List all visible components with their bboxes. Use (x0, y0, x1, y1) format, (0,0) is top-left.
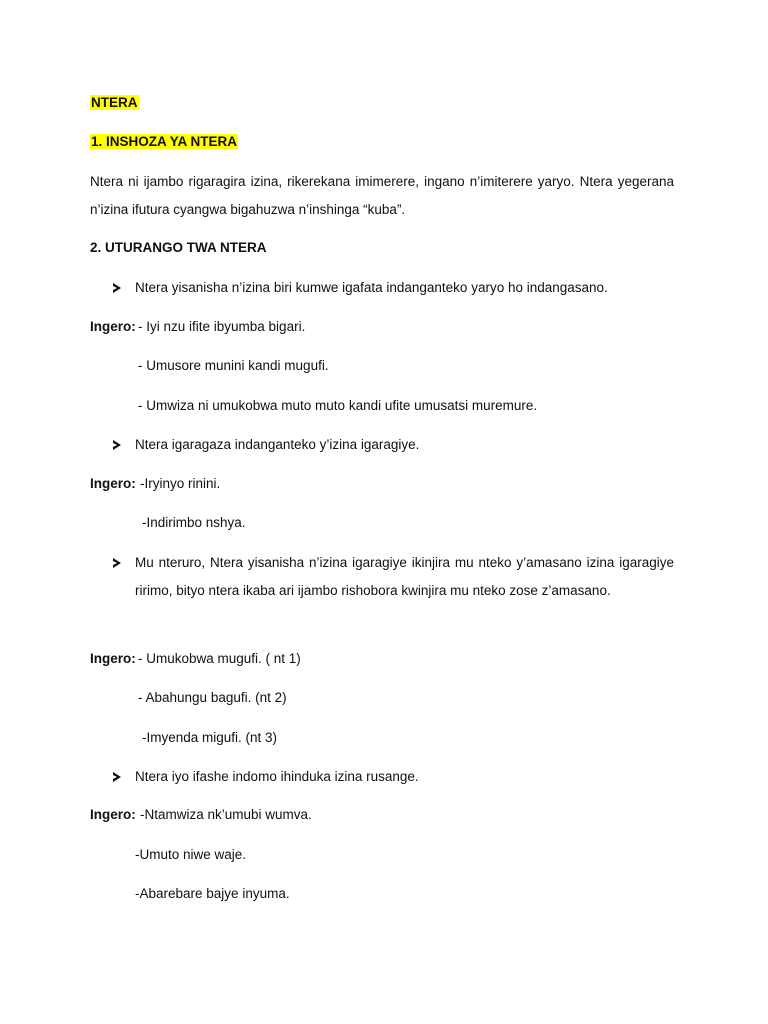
example-item: -Abarebare bajye inyuma. (135, 886, 290, 901)
document-title: NTERA (91, 95, 138, 110)
example-item: - Abahungu bagufi. (nt 2) (138, 690, 287, 705)
bullet-text: Ntera yisanisha n’izina biri kumwe igafata indanganteko yaryo ho indangasano. (135, 280, 608, 295)
bullet-text: Mu nteruro, Ntera yisanisha n’izina igaragiye ikinjira mu nteko y’amasano izina igaragiye ririmo, bityo ntera ikaba ari ijambo rishobora kwinjira mu nteko zose z’amasano. (135, 555, 674, 598)
bullet-text: Ntera igaragaza indanganteko y’izina igaragiye. (135, 437, 420, 452)
section-2-heading: 2. UTURANGO TWA NTERA (90, 240, 267, 255)
examples-label: Ingero: (90, 476, 136, 491)
examples-label: Ingero: (90, 651, 136, 666)
bullet-text: Ntera iyo ifashe indomo ihinduka izina rusange. (135, 769, 419, 784)
example-item: -Indirimbo nshya. (142, 515, 246, 530)
example-item: -Imyenda migufi. (nt 3) (142, 730, 278, 745)
examples-label: Ingero: (90, 319, 136, 334)
arrow-bullet-icon (113, 772, 121, 782)
example-item: -Umuto niwe waje. (135, 847, 247, 862)
arrow-bullet-icon (113, 283, 121, 293)
example-item: -Ntamwiza nk’umubi wumva. (140, 807, 312, 822)
example-item: -Iryinyo rinini. (140, 476, 221, 491)
example-item: - Umwiza ni umukobwa muto muto kandi ufite umusatsi muremure. (138, 398, 538, 413)
example-item: - Iyi nzu ifite ibyumba bigari. (138, 319, 306, 334)
example-item: - Umusore munini kandi mugufi. (138, 358, 329, 373)
section-1-paragraph: Ntera ni ijambo rigaragira izina, rikerekana imimerere, ingano n’imiterere yaryo. Ntera yegerana n’izina ifutura cyangwa bigahuzwa n’inshinga “kuba”. (90, 174, 674, 217)
examples-label: Ingero: (90, 807, 136, 822)
arrow-bullet-icon (113, 558, 121, 568)
arrow-bullet-icon (113, 440, 121, 450)
example-item: - Umukobwa mugufi. ( nt 1) (138, 651, 301, 666)
section-1-heading: 1. INSHOZA YA NTERA (91, 134, 238, 149)
